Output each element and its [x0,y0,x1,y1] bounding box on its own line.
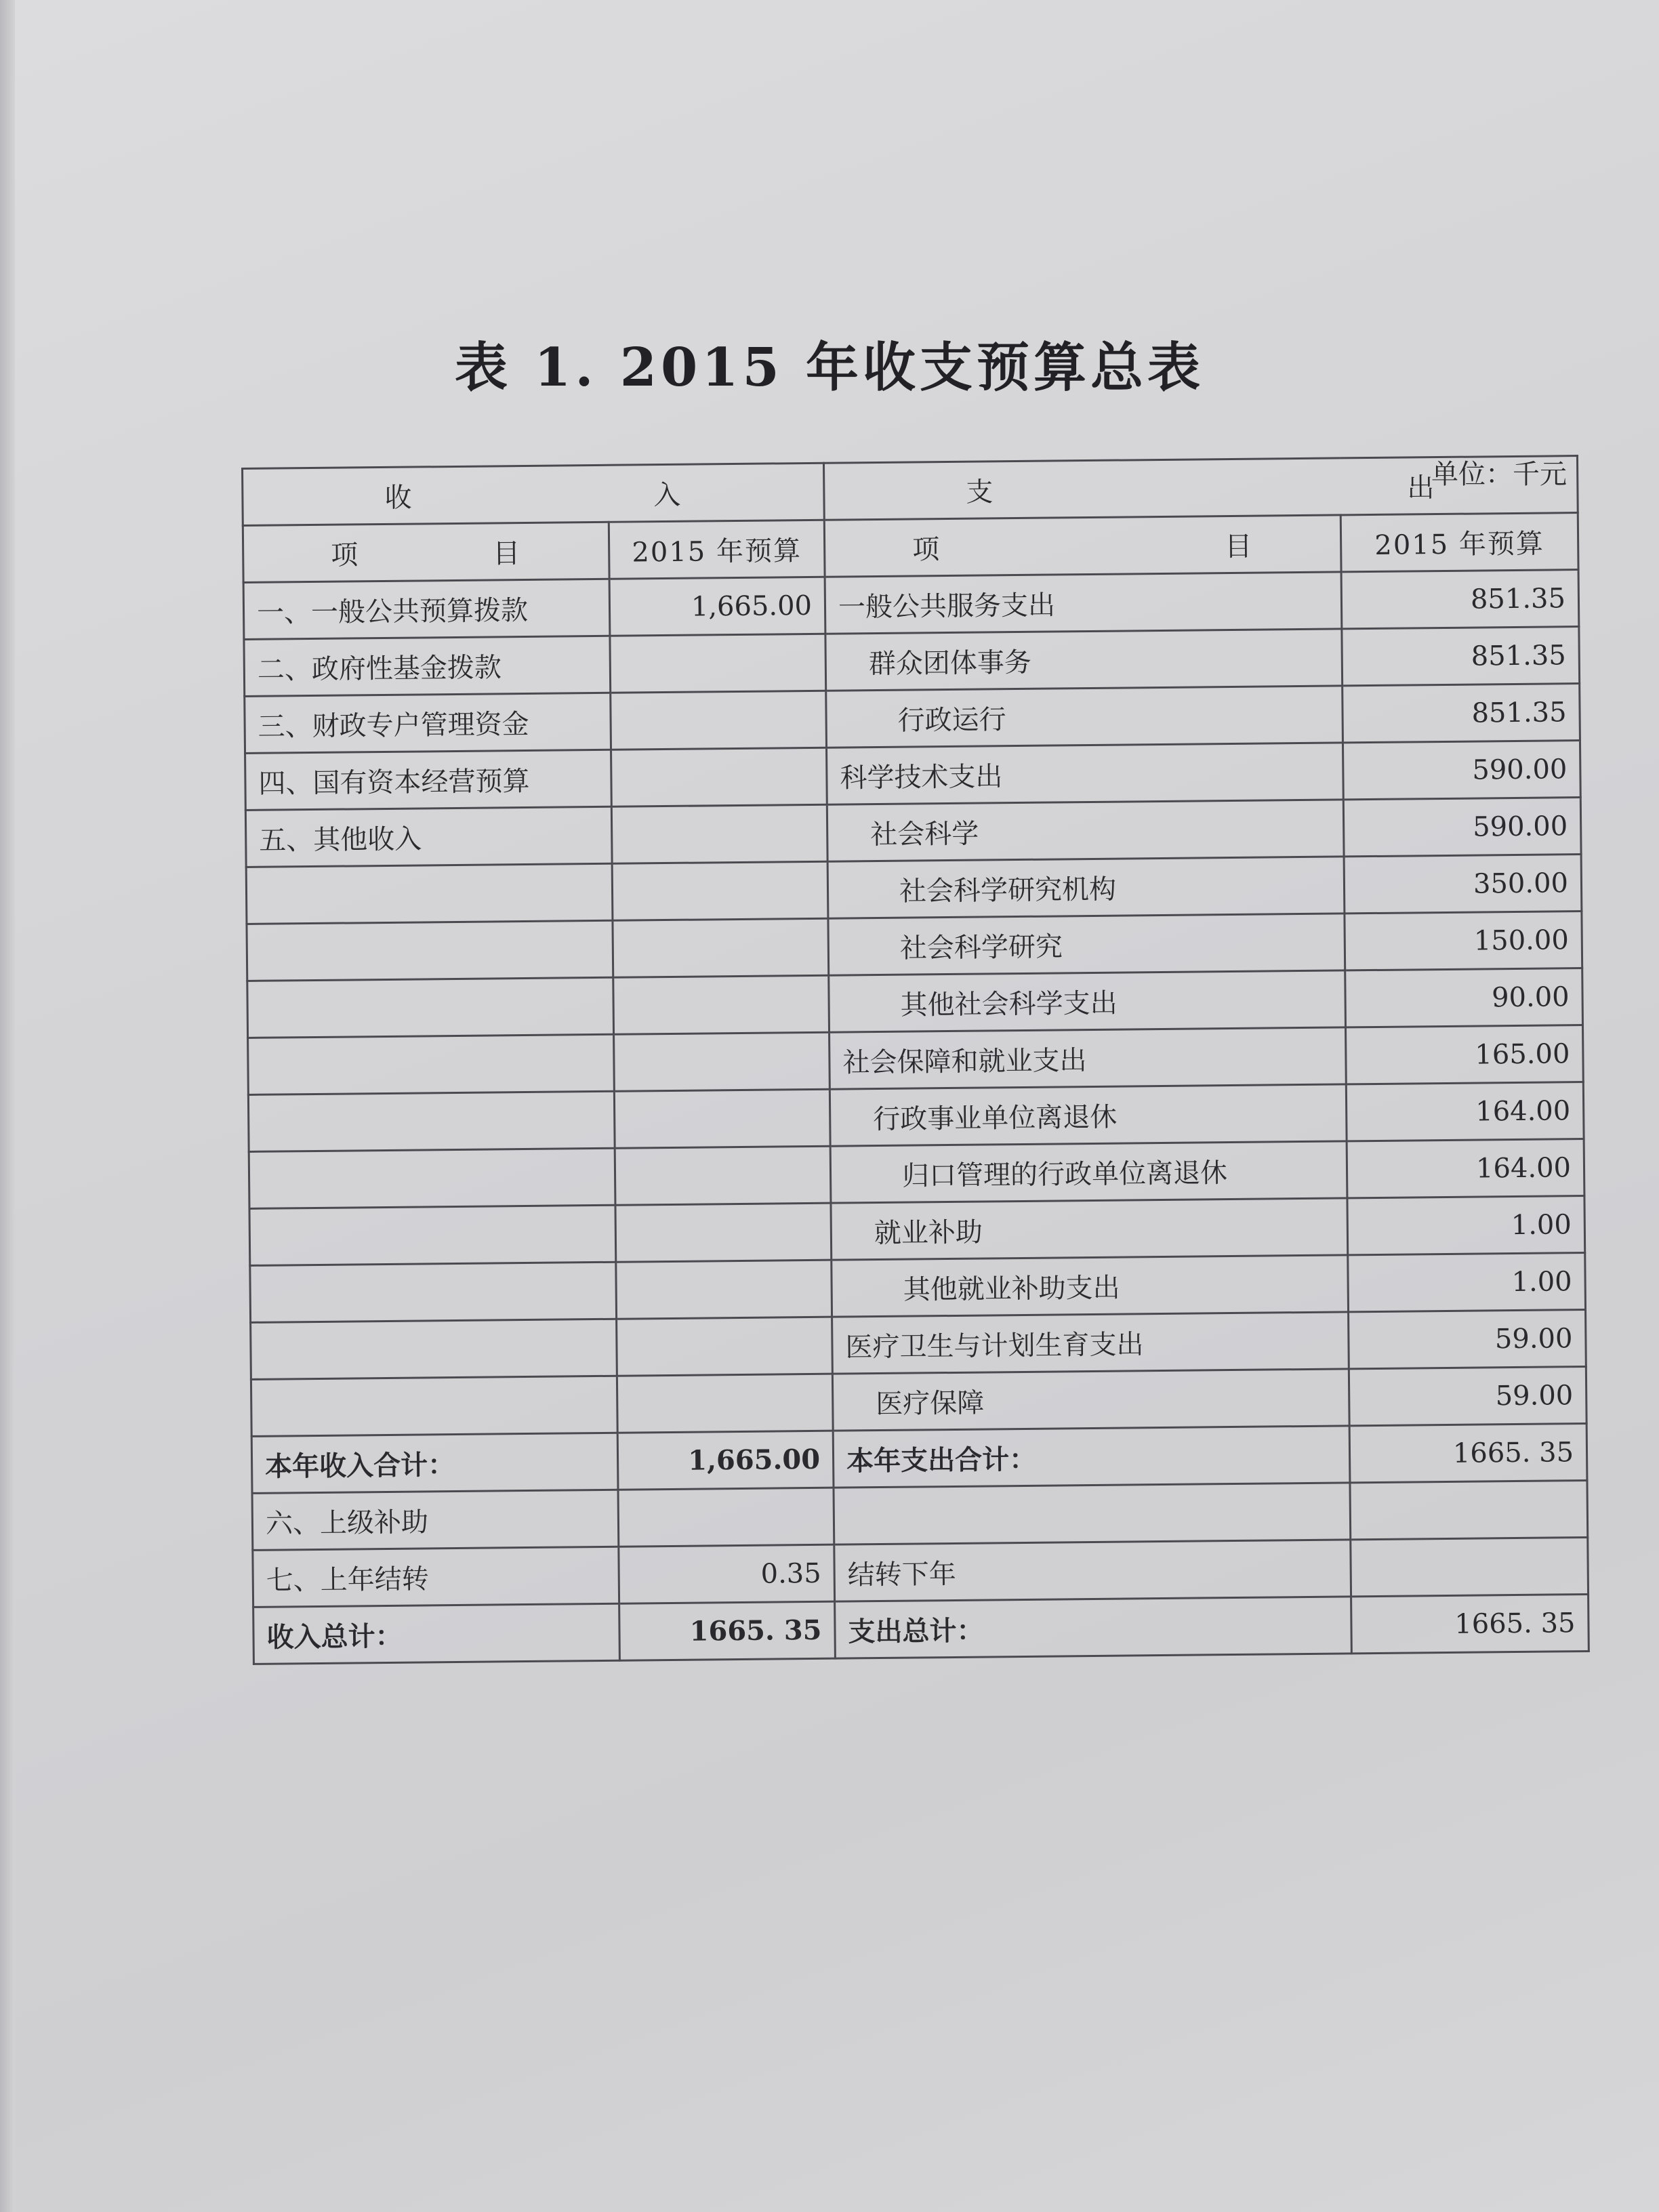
expense-group-header [823,456,1578,520]
expense-item-cell: 其他社会科学支出 [829,970,1346,1032]
income-item-cell [247,920,613,981]
expense-total-value [1351,1538,1589,1597]
expense-item-cell: 一般公共服务支出 [825,572,1342,634]
expense-item-cell: 归口管理的行政单位离退休 [830,1141,1347,1203]
expense-value-cell: 851.35 [1343,684,1580,743]
expense-value-cell: 1.00 [1348,1253,1586,1312]
expense-value-cell: 164.00 [1346,1082,1584,1141]
income-total-value: 1,665.00 [617,1431,834,1490]
income-value-cell [617,1317,833,1376]
income-item-cell [247,977,614,1038]
expense-item-cell: 行政事业单位离退休 [830,1084,1347,1146]
income-item-header [243,522,609,582]
page-title: 表 1. 2015 年收支预算总表 [455,337,1204,398]
expense-value-cell: 851.35 [1341,570,1579,629]
budget-table [241,455,1590,1665]
expense-value-cell: 851.35 [1342,627,1580,686]
expense-item-cell: 其他就业补助支出 [832,1255,1349,1317]
income-item-cell [251,1319,617,1379]
budget-table-container [241,455,1588,1665]
expense-item-char-1: 项 [912,534,941,566]
expense-total-value [1350,1481,1588,1540]
income-group-header [243,463,825,525]
expense-budget-header: 2015 年预算 [1340,513,1578,572]
income-value-cell [611,691,827,750]
income-item-char-2: 目 [493,538,522,570]
income-value-cell [614,1089,830,1148]
income-value-cell [611,804,827,863]
expense-total-label: 结转下年 [834,1540,1351,1601]
expense-value-cell: 165.00 [1346,1025,1584,1084]
income-item-cell: 一、一般公共预算拨款 [243,579,610,639]
expense-item-cell: 医疗保障 [832,1369,1349,1431]
expense-item-cell: 社会科学研究 [828,914,1345,975]
income-item-cell [249,1205,616,1265]
income-value-cell [611,747,827,806]
income-item-cell: 四、国有资本经营预算 [245,750,612,810]
income-value-cell [613,975,830,1034]
income-item-cell [248,1091,615,1151]
income-value-cell: 1,665.00 [609,577,825,636]
expense-group-char-1: 支 [966,476,995,508]
expense-value-cell: 90.00 [1345,968,1583,1027]
table-totals [251,1424,1589,1664]
expense-value-cell: 1.00 [1347,1196,1585,1255]
expense-value-cell: 59.00 [1349,1310,1586,1369]
income-group-char-1: 收 [384,482,413,514]
income-value-cell [610,634,826,693]
income-total-label: 七、上年结转 [253,1547,619,1607]
income-total-label: 本年收入合计： [251,1433,618,1493]
expense-value-cell: 59.00 [1349,1367,1586,1426]
total-row [253,1594,1589,1664]
expense-total-value: 1665. 35 [1351,1594,1589,1653]
income-value-cell [617,1374,833,1433]
income-budget-header: 2015 年预算 [609,520,825,579]
expense-total-label: 本年支出合计： [833,1426,1350,1488]
income-total-value [618,1488,834,1547]
income-total-label: 六、上级补助 [252,1490,619,1550]
income-value-cell [614,1032,830,1091]
expense-item-cell: 社会保障和就业支出 [830,1027,1347,1089]
income-value-cell [613,918,829,977]
expense-value-cell: 164.00 [1347,1139,1584,1198]
expense-item-cell: 社会科学 [827,800,1344,861]
income-group-char-2: 入 [653,479,682,512]
expense-item-cell: 群众团体事务 [825,629,1343,691]
unit-label: 单位：千元 [1431,459,1567,490]
income-item-cell: 三、财政专户管理资金 [245,693,611,753]
table-body [243,570,1586,1437]
expense-item-header [824,515,1341,577]
income-total-value: 1665. 35 [619,1601,836,1660]
income-item-cell: 二、政府性基金拨款 [244,636,611,696]
income-total-label: 收入总计： [253,1603,620,1664]
income-item-cell [250,1262,617,1322]
expense-item-cell: 行政运行 [826,686,1343,747]
income-value-cell [615,1203,832,1262]
expense-value-cell: 150.00 [1345,912,1582,970]
income-item-cell: 五、其他收入 [245,806,612,867]
expense-item-cell: 社会科学研究机构 [827,857,1345,918]
income-total-value: 0.35 [619,1544,835,1603]
expense-total-value: 1665. 35 [1349,1424,1587,1483]
income-item-char-1: 项 [331,539,360,571]
expense-value-cell: 590.00 [1343,798,1581,857]
income-item-cell [246,863,613,924]
income-item-cell [249,1148,615,1208]
income-item-cell [251,1376,617,1436]
income-value-cell [616,1260,832,1319]
expense-value-cell: 350.00 [1344,855,1582,914]
expense-total-label: 支出总计： [835,1597,1352,1658]
income-value-cell [612,861,828,920]
expense-total-label [834,1483,1351,1544]
expense-group-char-2: 出 [1407,472,1436,504]
expense-item-cell: 就业补助 [831,1198,1348,1260]
expense-value-cell: 590.00 [1343,741,1580,800]
income-item-cell [248,1034,615,1094]
expense-item-cell: 科学技术支出 [827,743,1344,804]
expense-item-cell: 医疗卫生与计划生育支出 [832,1312,1349,1374]
income-value-cell [615,1146,831,1205]
expense-item-char-2: 目 [1224,531,1254,563]
